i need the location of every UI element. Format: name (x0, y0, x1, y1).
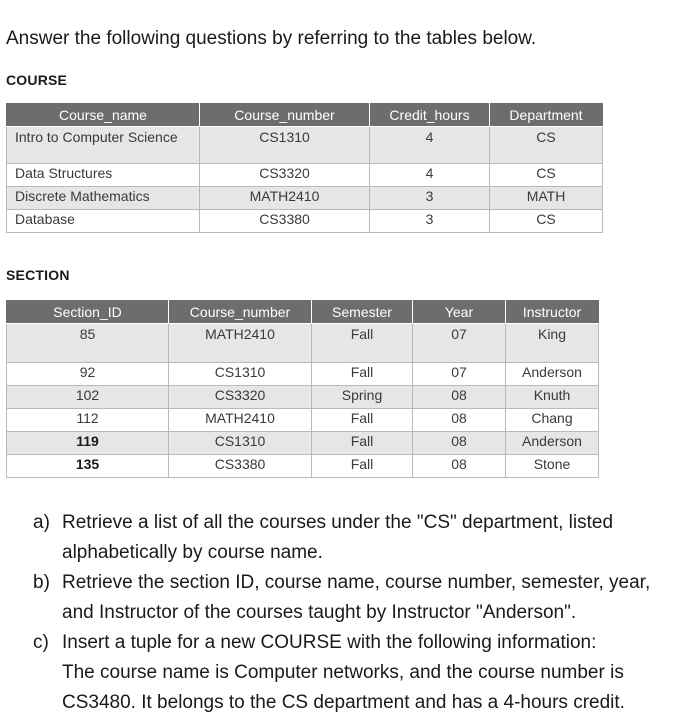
table-row (7, 432, 599, 455)
section-cell: Fall (312, 409, 413, 432)
section-cell: 07 (413, 324, 506, 363)
table-row (7, 386, 599, 409)
question-line: alphabetically by course name. (62, 542, 323, 563)
course-cell: MATH2410 (200, 187, 370, 210)
intro-text: Answer the following questions by referring to the tables below. (6, 28, 537, 49)
section-header-row (7, 301, 599, 324)
section-cell: 112 (7, 409, 169, 432)
course-table-title: COURSE (6, 72, 68, 88)
section-table-title: SECTION (6, 267, 70, 283)
section-cell: 07 (413, 363, 506, 386)
question-text (62, 628, 688, 718)
course-cell: 3 (370, 187, 490, 210)
question-line: Retrieve the section ID, course name, course number, semester, year, (62, 572, 651, 593)
course-header-credit-hours: Credit_hours (370, 104, 490, 127)
question-letter: b) (33, 572, 50, 593)
question-text (62, 508, 688, 568)
section-cell: CS1310 (169, 432, 312, 455)
course-cell: 4 (370, 127, 490, 164)
section-cell: MATH2410 (169, 409, 312, 432)
section-cell: King (506, 324, 599, 363)
section-cell: CS3380 (169, 455, 312, 478)
course-cell: CS (490, 127, 603, 164)
question-line: The course name is Computer networks, and the course number is (62, 662, 624, 683)
question-list (33, 508, 688, 718)
section-cell: 08 (413, 409, 506, 432)
section-header-instructor: Instructor (506, 301, 599, 324)
question-line: and Instructor of the courses taught by Instructor "Anderson". (62, 602, 577, 623)
course-cell: CS1310 (200, 127, 370, 164)
course-cell: MATH (490, 187, 603, 210)
section-cell: 135 (7, 455, 169, 478)
course-table (6, 103, 603, 233)
table-row (7, 127, 603, 164)
section-cell: Knuth (506, 386, 599, 409)
course-cell: Intro to Computer Science (7, 127, 200, 164)
course-cell: Data Structures (7, 164, 200, 187)
table-row (7, 210, 603, 233)
course-cell: Database (7, 210, 200, 233)
question-line: Insert a tuple for a new COURSE with the following information: (62, 632, 597, 653)
course-cell: CS3380 (200, 210, 370, 233)
course-header-course-name: Course_name (7, 104, 200, 127)
course-cell: 3 (370, 210, 490, 233)
section-cell: MATH2410 (169, 324, 312, 363)
section-cell: 102 (7, 386, 169, 409)
section-cell: Stone (506, 455, 599, 478)
section-cell: Fall (312, 432, 413, 455)
section-header-section-id: Section_ID (7, 301, 169, 324)
section-cell: 92 (7, 363, 169, 386)
question-text (62, 568, 688, 628)
course-cell: CS3320 (200, 164, 370, 187)
question-c (33, 628, 688, 718)
table-row (7, 455, 599, 478)
question-letter: c) (33, 632, 49, 653)
section-cell: Chang (506, 409, 599, 432)
course-header-row (7, 104, 603, 127)
section-cell: 08 (413, 386, 506, 409)
section-cell: CS1310 (169, 363, 312, 386)
course-cell: Discrete Mathematics (7, 187, 200, 210)
course-cell: CS (490, 210, 603, 233)
section-cell: 08 (413, 432, 506, 455)
course-cell: CS (490, 164, 603, 187)
table-row (7, 187, 603, 210)
section-cell: Fall (312, 455, 413, 478)
question-line: CS3480. It belongs to the CS department and has a 4-hours credit. (62, 692, 625, 713)
question-letter: a) (33, 512, 50, 533)
section-header-course-number: Course_number (169, 301, 312, 324)
section-header-semester: Semester (312, 301, 413, 324)
section-cell: Anderson (506, 363, 599, 386)
section-cell: Anderson (506, 432, 599, 455)
section-cell: Fall (312, 324, 413, 363)
section-cell: Spring (312, 386, 413, 409)
section-table (6, 300, 599, 478)
section-cell: 85 (7, 324, 169, 363)
course-header-course-number: Course_number (200, 104, 370, 127)
question-line: Retrieve a list of all the courses under the "CS" department, listed (62, 512, 614, 533)
course-header-department: Department (490, 104, 603, 127)
table-row (7, 164, 603, 187)
question-b (33, 568, 688, 628)
table-row (7, 324, 599, 363)
table-row (7, 409, 599, 432)
section-cell: 08 (413, 455, 506, 478)
table-row (7, 363, 599, 386)
section-cell: 119 (7, 432, 169, 455)
section-header-year: Year (413, 301, 506, 324)
section-cell: CS3320 (169, 386, 312, 409)
question-a (33, 508, 688, 568)
section-cell: Fall (312, 363, 413, 386)
course-cell: 4 (370, 164, 490, 187)
